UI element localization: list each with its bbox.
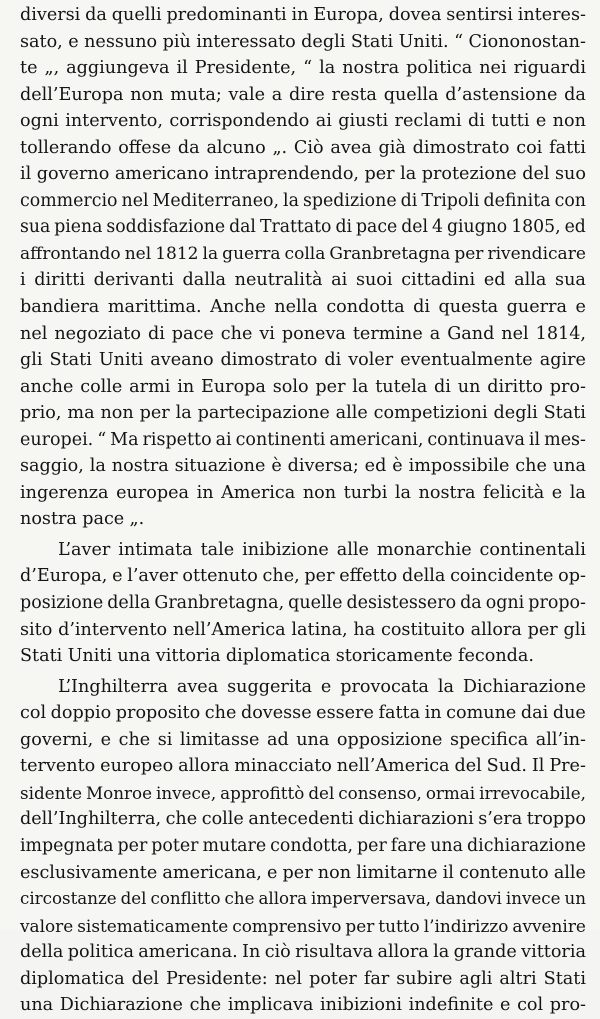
text-line: affrontando nel 1812 la guerra colla Granbretagna per rivendicare	[20, 243, 586, 264]
text-line: della politica americana. In ciò risultava allora la grande vittoria	[20, 942, 586, 963]
text-line: nostra pace „.	[20, 509, 145, 530]
text-line: L’aver intimata tale inibizione alle monarchie continentali	[58, 539, 586, 560]
text-line: sato, e nessuno più interessato degli Stati Uniti. “ Ciononostan-	[20, 31, 586, 52]
text-line: commercio nel Mediterraneo, la spedizione di Tripoli definita con	[20, 190, 586, 211]
text-line: dell’Europa non muta; vale a dire resta quella d’astensione da	[20, 84, 586, 105]
text-line: sito d’intervento nell’America latina, ha costituito allora per gli	[20, 619, 586, 640]
text-line: L’Inghilterra avea suggerita e provocata la Dichiarazione	[58, 676, 586, 697]
text-line: sidente Monroe invece, approfittò del consenso, ormai irrevocabile,	[20, 782, 586, 803]
text-line: te „, aggiungeva il Presidente, “ la nostra politica nei riguardi	[20, 58, 586, 79]
body-text	[20, 2, 586, 1019]
text-line: tervento europeo allora minacciato nell’America del Sud. Il Pre-	[20, 756, 586, 777]
text-line: gli Stati Uniti aveano dimostrato di voler eventualmente agire	[20, 350, 586, 371]
text-line: d’Europa, e l’aver ottenuto che, per effetto della coincidente op-	[20, 566, 586, 587]
text-line: una Dichiarazione che implicava inibizioni indefinite e col pro-	[20, 995, 586, 1016]
text-line: sua piena soddisfazione dal Trattato di pace del 4 giugno 1805, ed	[20, 217, 586, 238]
text-line: col doppio proposito che dovesse essere fatta in comune dai due	[20, 703, 586, 724]
text-line: governi, e che si limitasse ad una opposizione specifica all’in-	[20, 729, 586, 750]
text-line: anche colle armi in Europa solo per la tutela di un diritto pro-	[20, 376, 586, 397]
text-line: ingerenza europea in America non turbi la nostra felicità e la	[20, 482, 586, 503]
text-line: Stati Uniti una vittoria diplomatica storicamente feconda.	[20, 646, 534, 667]
text-line: il governo americano intraprendendo, per la protezione del suo	[20, 164, 586, 185]
paragraph	[20, 674, 586, 1019]
text-line: impegnata per poter mutare condotta, per fare una dichiarazione	[20, 835, 586, 856]
text-line: dell’Inghilterra, che colle antecedenti dichiarazioni s’era troppo	[20, 809, 586, 830]
text-line: nel negoziato di pace che vi poneva termine a Gand nel 1814,	[20, 323, 586, 344]
text-line: esclusivamente americana, e per non limitarne il contenuto alle	[20, 862, 586, 883]
text-line: bandiera marittima. Anche nella condotta di questa guerra e	[20, 297, 586, 318]
paragraph	[20, 537, 586, 670]
text-line: diplomatica del Presidente: nel poter far subire agli altri Stati	[20, 968, 586, 989]
text-line: prio, ma non per la partecipazione alle competizioni degli Stati	[20, 403, 586, 424]
text-line: ogni intervento, corrispondendo ai giusti reclami di tutti e non	[20, 111, 586, 132]
text-line: valore sistematicamente comprensivo per tutto l’indirizzo avvenire	[20, 915, 586, 936]
paragraph	[20, 2, 586, 533]
text-line: diversi da quelli predominanti in Europa, dovea sentirsi interes-	[20, 5, 586, 25]
text-line: europei. “ Ma rispetto ai continenti americani, continuava il mes-	[20, 429, 586, 450]
text-line: saggio, la nostra situazione è diversa; ed è impossibile che una	[20, 456, 586, 477]
text-line: posizione della Granbretagna, quelle desistessero da ogni propo-	[20, 593, 586, 614]
text-line: tollerando offese da alcuno „. Ciò avea già dimostrato coi fatti	[20, 137, 586, 158]
text-line: i diritti derivanti dalla neutralità ai suoi cittadini ed alla sua	[20, 270, 586, 291]
text-line: circostanze del conflitto che allora imperversava, dandovi invece un	[20, 889, 586, 909]
